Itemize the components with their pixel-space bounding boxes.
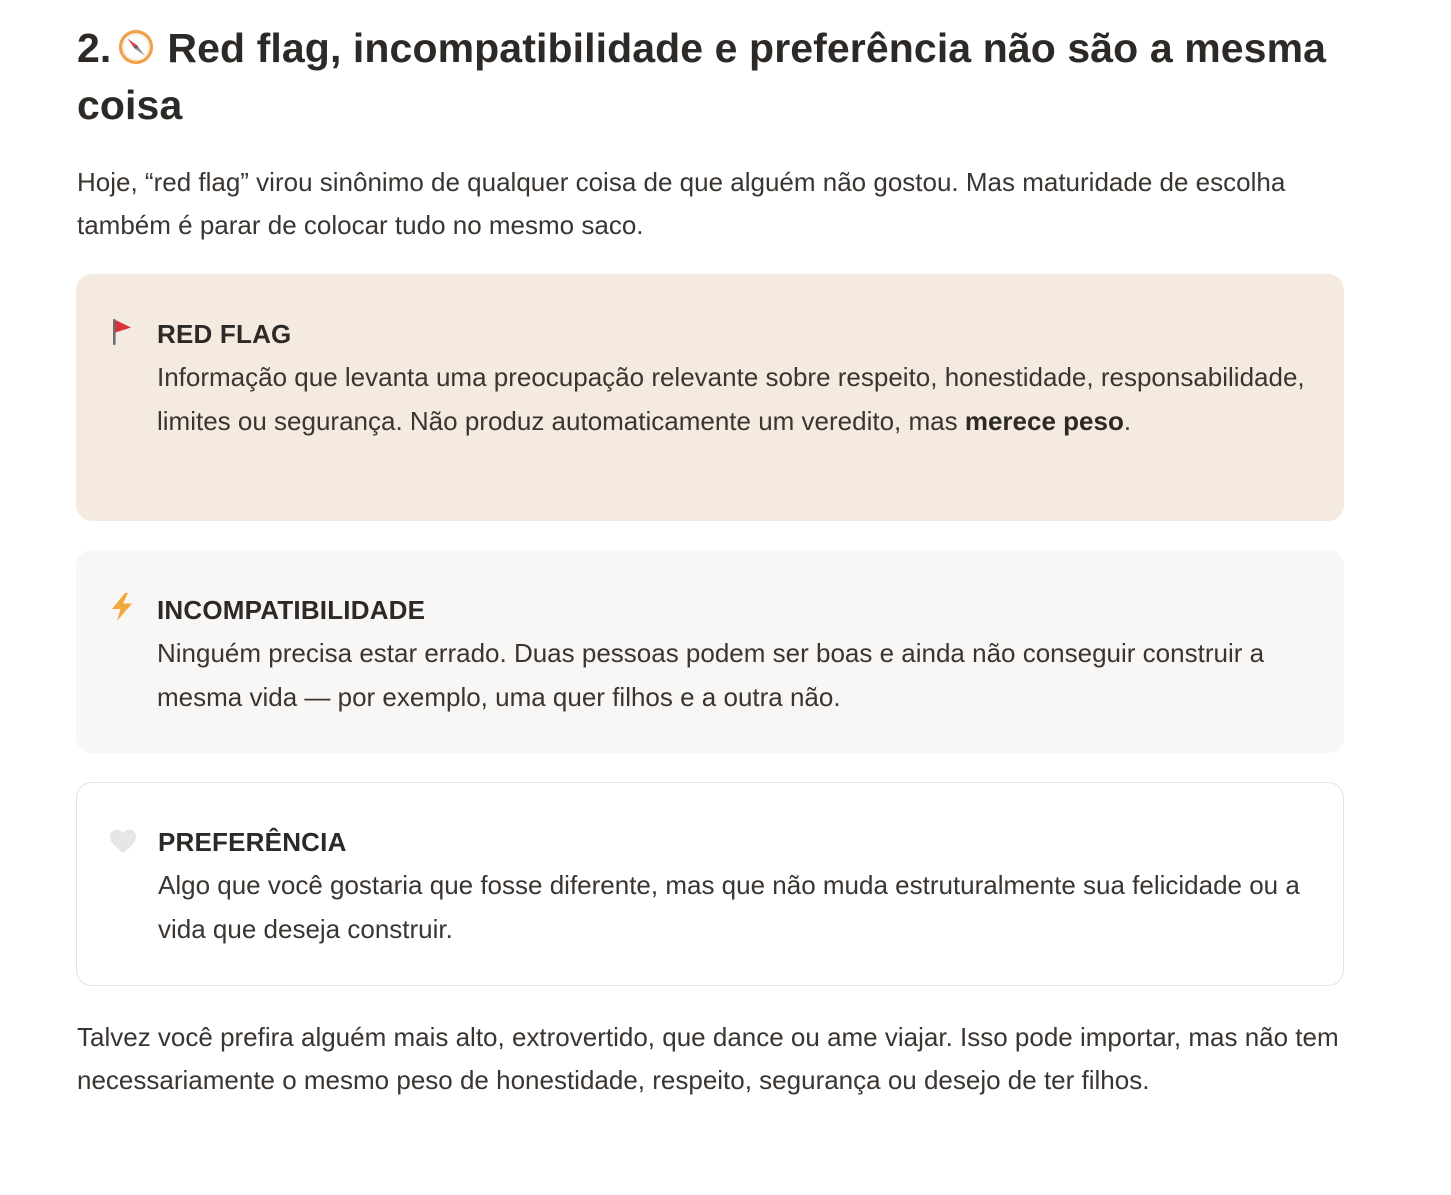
section-title: Red flag, incompatibilidade e preferência não são a mesma coisa xyxy=(77,25,1327,128)
incompatibility-description: Ninguém precisa estar errado. Duas pessoas podem ser boas e ainda não conseguir construir a mesma vida — por exemplo, uma quer filhos e a outra não. xyxy=(157,638,1265,712)
red-flag-text: Informação que levanta uma preocupação relevante sobre respeito, honestidade, responsabilidade, limites ou segurança. Não produz automaticamente um veredito, mas xyxy=(157,362,1305,436)
closing-paragraph: Talvez você prefira alguém mais alto, extrovertido, que dance ou ame viajar. Isso pode importar, mas não tem necessariamente o mesmo peso de honestidade, respeito, segurança ou desejo de ter filhos. xyxy=(77,1022,1339,1095)
intro-paragraph: Hoje, “red flag” virou sinônimo de qualquer coisa de que alguém não gostou. Mas maturidade de escolha também é parar de colocar tudo no mesmo saco. xyxy=(77,167,1286,240)
section-number: 2. xyxy=(77,25,112,71)
red-flag-heading: RED FLAG xyxy=(157,319,292,349)
heart-icon xyxy=(109,827,137,857)
preference-card xyxy=(76,782,1344,986)
red-flag-icon xyxy=(108,317,136,347)
red-flag-description xyxy=(157,356,1307,443)
red-flag-emphasis: merece peso xyxy=(964,405,1124,436)
red-flag-text-end: . xyxy=(1123,405,1132,436)
section-heading xyxy=(77,20,1367,134)
lightning-icon xyxy=(108,592,136,622)
compass-icon xyxy=(117,28,155,66)
red-flag-card xyxy=(76,274,1344,521)
preference-description: Algo que você gostaria que fosse diferente, mas que não muda estruturalmente sua felicidade ou a vida que deseja construir. xyxy=(158,870,1300,944)
incompatibility-card xyxy=(76,550,1344,753)
incompatibility-heading: INCOMPATIBILIDADE xyxy=(157,595,426,625)
preference-heading: PREFERÊNCIA xyxy=(158,827,347,857)
